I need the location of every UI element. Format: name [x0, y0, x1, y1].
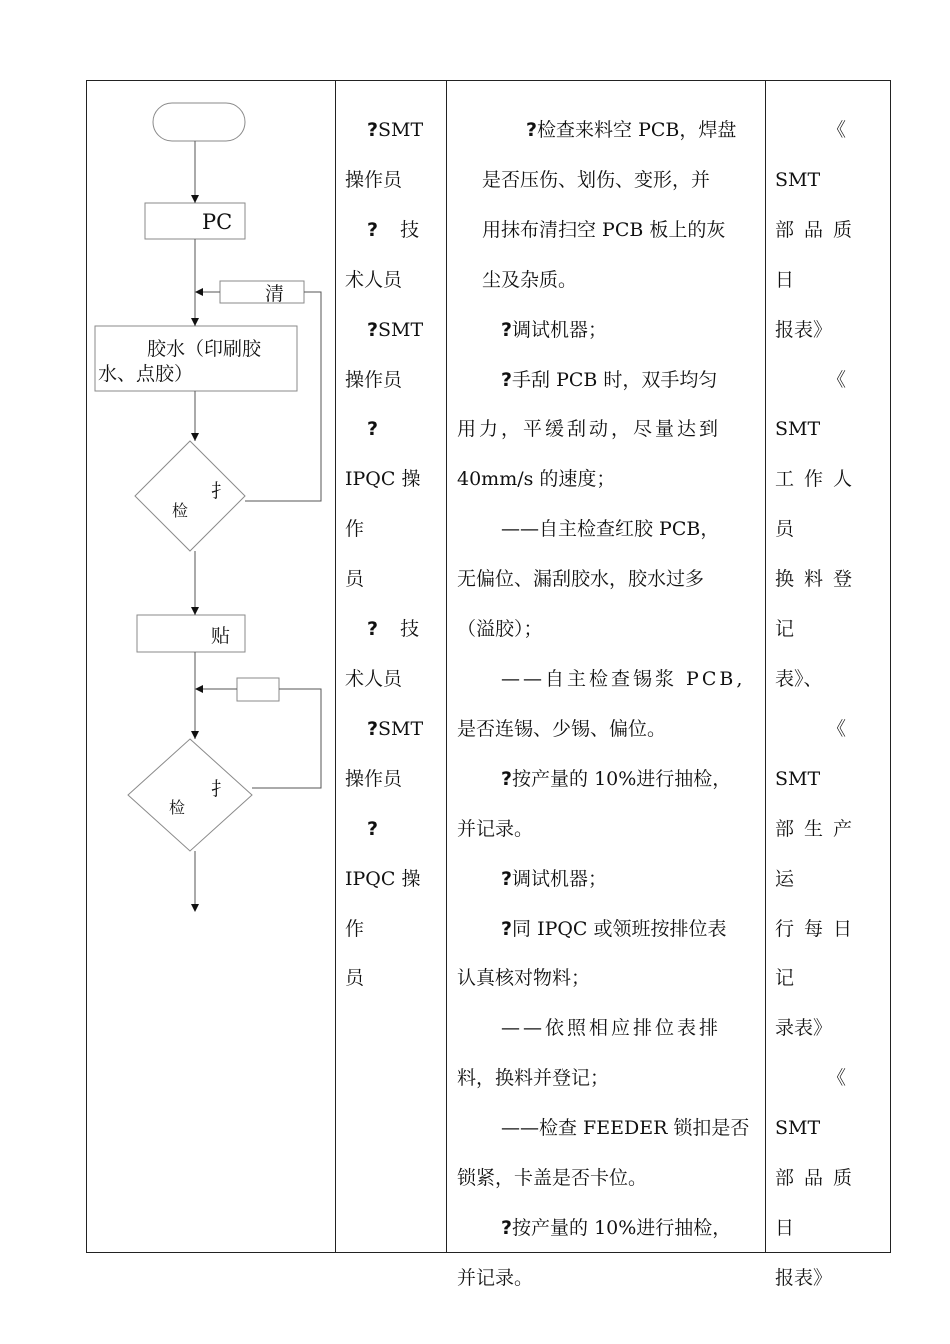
description-line: ?按产量的 10%进行抽检， [501, 1216, 732, 1239]
role-entry: IPQC 操作 [345, 468, 421, 541]
description-line: ——依照相应排位表排 [501, 1017, 722, 1040]
clean-step-box [220, 281, 304, 303]
description-column [457, 106, 757, 1254]
role-entry: 术人员 [345, 268, 403, 291]
description-line: ?调试机器； [501, 867, 608, 890]
role-entry: 员 [345, 967, 365, 990]
bullet-icon: ? [501, 1216, 513, 1239]
clean-step-label: 清 [265, 283, 285, 305]
arrow-left-icon [195, 288, 203, 296]
role-entry: ?SMT [367, 717, 424, 740]
description-line: （溢胶）； [457, 618, 543, 641]
bullet-icon: ? [367, 318, 379, 341]
decision-1-label: 检 [172, 501, 189, 520]
arrow-down-icon [191, 195, 199, 203]
bullet-icon: ? [501, 917, 513, 940]
pcb-step-label: PC [202, 210, 233, 234]
glue-step-label: 水、点胶） [98, 363, 194, 385]
description-line: 料，换料并登记； [457, 1067, 610, 1090]
bullet-icon: ? [367, 717, 379, 740]
records-column [775, 106, 883, 1304]
roles-column [345, 106, 437, 1004]
description-line: 是否连锡、少锡、偏位。 [457, 717, 667, 740]
record-entry: 换料登记 [775, 568, 863, 641]
bullet-icon: ? [367, 618, 387, 641]
role-entry: 操作员 [345, 168, 403, 191]
role-entry: ?SMT [367, 318, 424, 341]
description-line: 无偏位、漏刮胶水，胶水过多 [457, 568, 705, 591]
bullet-icon: ? [367, 119, 379, 141]
description-line: ?检查来料空 PCB，焊盘 [526, 119, 737, 141]
role-entry: ? 技 [367, 218, 428, 241]
role-entry: 术人员 [345, 667, 403, 690]
record-entry: 《 SMT [775, 717, 847, 790]
description-continuation: 并记录。 [457, 1267, 534, 1289]
description-line: ——自主检查红胶 PCB， [501, 518, 720, 541]
arrow-down-icon [191, 904, 199, 912]
record-entry: 部生产运 [775, 817, 863, 890]
role-entry: 操作员 [345, 767, 403, 790]
description-line: ?手刮 PCB 时，双手均匀 [501, 368, 718, 391]
description-line: 用抹布清扫空 PCB 板上的灰 [482, 218, 726, 241]
decision-2-label: 检 [169, 798, 186, 817]
decision-2-label: 扌 [211, 778, 231, 800]
mount-step-label: 贴 [211, 625, 231, 647]
record-entry: 行每日记 [775, 917, 863, 990]
record-entry: 报表》 [775, 1266, 833, 1289]
description-line: 用力，平缓刮动，尽量达到 [457, 418, 722, 441]
decision-1-label: 扌 [211, 480, 231, 502]
role-entry: 操作员 [345, 368, 403, 391]
role-entry: 员 [345, 568, 365, 591]
record-entry: 《 SMT [775, 368, 847, 441]
description-line: 尘及杂质。 [482, 268, 578, 291]
arrow-down-icon [191, 731, 199, 739]
role-entry: ? 技 [367, 618, 428, 641]
description-line: ——检查 FEEDER 锁扣是否 [501, 1117, 750, 1140]
record-entry: 《 SMT [775, 1067, 847, 1140]
bullet-icon: ? [367, 218, 387, 241]
arrow-left-icon [195, 685, 203, 693]
record-entry: 《 SMT [775, 119, 847, 191]
record-entry: 工作人员 [775, 468, 863, 541]
role-entry: ?SMT [367, 119, 424, 141]
bullet-icon: ? [501, 318, 513, 341]
inspection-decision-2 [128, 739, 252, 851]
record-entry: 录表》 [775, 1017, 833, 1040]
glue-step-label: 胶水（印刷胶 [147, 338, 262, 360]
description-line: 并记录。 [457, 817, 534, 840]
bullet-icon: ? [501, 867, 513, 890]
bullet-icon: ? [501, 368, 513, 391]
bullet-icon: ? [367, 817, 387, 840]
description-line: ——自主检查锡浆 PCB, [501, 667, 746, 690]
arrow-down-icon [191, 433, 199, 441]
start-terminator [153, 103, 245, 141]
description-line: 是否压伤、划伤、变形，并 [482, 168, 711, 191]
role-entry [345, 805, 437, 855]
description-line: ?按产量的 10%进行抽检， [501, 767, 732, 790]
bullet-icon: ? [501, 767, 513, 790]
description-line: 锁紧，卡盖是否卡位。 [457, 1167, 648, 1190]
record-entry: 部品质日 [775, 1167, 863, 1239]
description-line: ?调试机器； [501, 318, 608, 341]
role-entry: IPQC 操作 [345, 867, 421, 940]
record-entry: 表》、 [775, 667, 823, 690]
description-line: 认真核对物料； [457, 967, 591, 990]
bullet-icon: ? [526, 119, 538, 141]
role-entry [345, 405, 437, 455]
bullet-icon: ? [367, 418, 387, 441]
description-line: 40mm/s 的速度； [457, 468, 616, 491]
record-entry: 部品质日 [775, 218, 863, 291]
record-entry: 报表》 [775, 318, 833, 341]
side-step-box [237, 678, 279, 701]
description-line: ?同 IPQC 或领班按排位表 [501, 917, 727, 940]
arrow-down-icon [191, 318, 199, 326]
arrow-down-icon [191, 607, 199, 615]
